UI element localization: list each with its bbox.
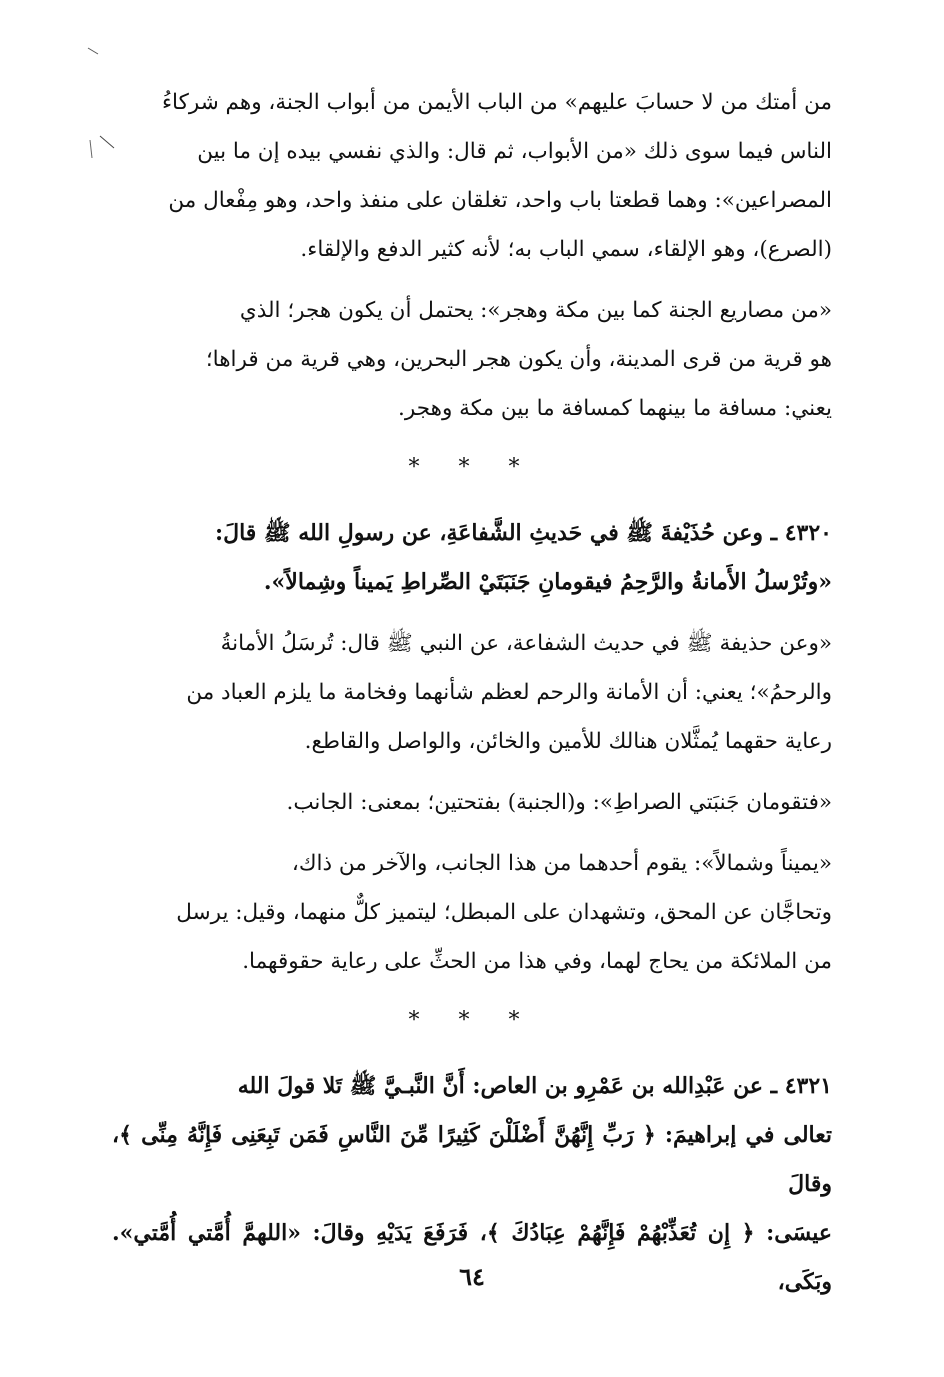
hadith-line: تعالى في إبراهيمَ: ﴿ رَبِّ إِنَّهُنَّ أَضْلَلْنَ كَثِيرًا مِّنَ النَّاسِ فَمَن تَبِعَنِى فَإِنَّهُ مِنِّى ﴾، وقالَ [112, 1122, 832, 1197]
section-separator: * * * [408, 1008, 536, 1033]
section-separator: * * * [408, 455, 536, 480]
commentary-block-1 [112, 78, 832, 274]
hadith-line: «وتُرْسلُ الأَمانةُ والرَّحِمُ فيقومانِ جَنَبَتَيْ الصِّراطِ يَميناً وشِمالاً». [263, 569, 832, 595]
commentary-block-3 [112, 619, 832, 766]
commentary-block-2 [112, 286, 832, 433]
text-line: والرحمُ»؛ يعني: أن الأمانة والرحم لعظم شأنهما وفخامة ما يلزم العباد من [186, 680, 832, 705]
text-line: المصراعين»: وهما قطعتا باب واحد، تغلقان على منفذ واحد، وهو مِفْعال من [168, 188, 832, 213]
text-line: «من مصاريع الجنة كما بين مكة وهجر»: يحتمل أن يكون هجر؛ الذي [239, 298, 832, 323]
text-line: وتحاجَّان عن المحق، وتشهدان على المبطل؛ ليتميز كلٌّ منهما، وقيل: يرسل [176, 900, 832, 925]
text-line: من أمتك من لا حسابَ عليهم» من الباب الأيمن من أبواب الجنة، وهم شركاءُ [161, 90, 832, 115]
commentary-block-4 [112, 778, 832, 827]
hadith-line: عيسَى: ﴿ إِن تُعَذِّبْهُمْ فَإِنَّهُمْ عِبَادُكَ ﴾، فَرَفَعَ يَدَيْهِ وقالَ: «اللهمَّ أُمَّتي أُمَّتي». وبَكَى، [112, 1220, 832, 1295]
text-line: «فتقومان جَنبَتي الصراطِ»: و(الجنبة) بفتحتين؛ بمعنى: الجانب. [286, 790, 832, 815]
text-line: «وعن حذيفة ﷺ في حديث الشفاعة، عن النبي ﷺ قال: تُرسَلُ الأمانةُ [220, 631, 832, 656]
text-line: يعني: مسافة ما بينهما كمسافة ما بين مكة وهجر. [398, 396, 832, 421]
hadith-line: ٤٣٢٠ ـ وعن حُذَيْفةَ ﷺ في حَديثِ الشَّفاعَةِ، عن رسولِ الله ﷺ قالَ: [215, 520, 832, 546]
text-line: هو قرية من قرى المدينة، وأن يكون هجر البحرين، وهي قرية من قراها؛ [205, 347, 832, 372]
text-line: رعاية حقهما يُمثَّلان هنالك للأمين والخائن، والواصل والقاطع. [304, 729, 832, 754]
commentary-block-5 [112, 839, 832, 986]
text-line: من الملائكة من يحاج لهما، وفي هذا من الحثِّ على رعاية حقوقهما. [242, 949, 832, 974]
text-line: «يميناً وشمالاً»: يقوم أحدهما من هذا الجانب، والآخر من ذاك، [291, 851, 832, 876]
hadith-4320 [112, 509, 832, 607]
text-line: (الصرع)، وهو الإلقاء، سمي الباب به؛ لأنه كثير الدفع والإلقاء. [300, 237, 832, 262]
hadith-line: ٤٣٢١ ـ عن عَبْدِالله بن عَمْرِو بن العاص: أَنَّ النَّبـيَّ ﷺ تَلا قولَ الله [237, 1073, 832, 1099]
page-number: ٦٤ [459, 1262, 485, 1291]
page-body [112, 78, 832, 1319]
text-line: الناس فيما سوى ذلك «من الأبواب، ثم قال: والذي نفسي بيده إن ما بين [197, 139, 832, 164]
